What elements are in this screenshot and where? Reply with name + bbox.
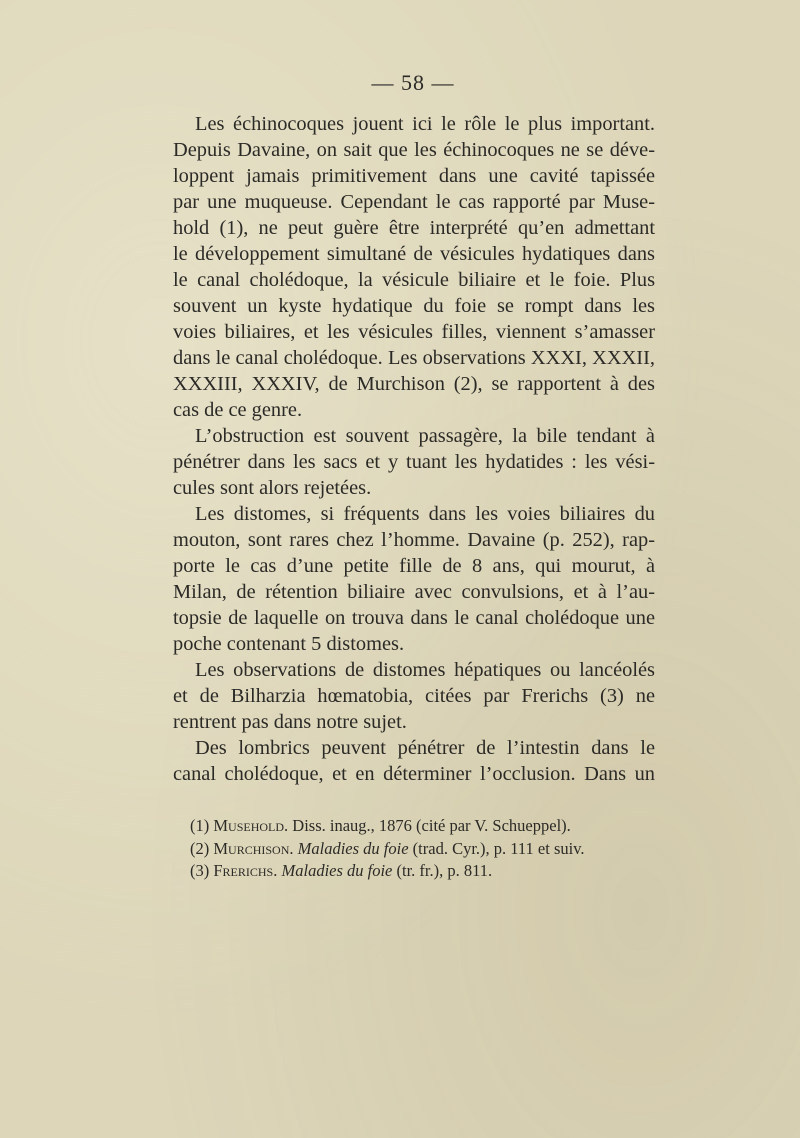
footnote-text: (trad. Cyr.), p. 111 et suiv. xyxy=(408,838,585,858)
footnote-title: Maladies du foie xyxy=(297,838,409,858)
footnote-title: Maladies du foie xyxy=(281,861,393,880)
footnote-author: Frerichs xyxy=(213,861,274,880)
footnote-text: . xyxy=(289,838,298,858)
body-text xyxy=(173,111,655,787)
text-line: XXXIII, XXXIV, de Murchison (2), se rapportent à des xyxy=(173,373,655,395)
text-line: Des lombrics peuvent pénétrer de l’intestin dans le xyxy=(195,737,655,759)
text-line: Les observations de distomes hépatiques ou lancéolés xyxy=(195,659,655,681)
footnote xyxy=(190,815,630,838)
text-line: dans le canal cholédoque. Les observations XXXI, XXXII, xyxy=(173,347,655,369)
text-line: topsie de laquelle on trouva dans le canal cholédoque une xyxy=(173,607,655,629)
text-line: poche contenant 5 distomes. xyxy=(173,633,405,655)
text-line: hold (1), ne peut guère être interprété qu’en admettant xyxy=(173,217,655,239)
text-line: Depuis Davaine, on sait que les échinocoques ne se déve- xyxy=(173,139,655,161)
text-line: canal cholédoque, et en déterminer l’occlusion. Dans un xyxy=(173,763,655,785)
footnote-text: . Diss. inaug., 1876 (cité par V. Schueppel). xyxy=(284,816,571,835)
text-line: Les échinocoques jouent ici le rôle le plus important. xyxy=(195,113,655,135)
text-line: rentrent pas dans notre sujet. xyxy=(173,711,407,733)
footnote xyxy=(190,860,630,883)
footnote-number: (2) xyxy=(190,838,210,858)
footnote-author: Murchison xyxy=(213,838,290,858)
text-line: souvent un kyste hydatique du foie se rompt dans les xyxy=(173,295,655,317)
text-line: le développement simultané de vésicules hydatiques dans xyxy=(173,243,655,265)
text-line: le canal cholédoque, la vésicule biliaire et le foie. Plus xyxy=(173,269,655,291)
text-line: loppent jamais primitivement dans une cavité tapissée xyxy=(173,165,655,187)
footnote-author: Musehold xyxy=(213,816,285,835)
text-line: mouton, sont rares chez l’homme. Davaine (p. 252), rap- xyxy=(173,529,655,551)
text-line: Les distomes, si fréquents dans les voies biliaires du xyxy=(195,503,655,525)
footnote-text: . xyxy=(273,861,282,880)
text-line: porte le cas d’une petite fille de 8 ans, qui mourut, à xyxy=(173,555,655,577)
text-line: pénétrer dans les sacs et y tuant les hydatides : les vési- xyxy=(173,451,655,473)
footnote-number: (1) xyxy=(190,816,210,835)
text-line: et de Bilharzia hœmatobia, citées par Frerichs (3) ne xyxy=(173,685,655,707)
text-line: Milan, de rétention biliaire avec convulsions, et à l’au- xyxy=(173,581,655,603)
page-number: — 58 — xyxy=(371,70,455,95)
footnote xyxy=(190,838,630,861)
text-line: L’obstruction est souvent passagère, la bile tendant à xyxy=(195,425,655,447)
footnotes xyxy=(190,815,630,883)
footnote-number: (3) xyxy=(190,861,210,880)
text-line: par une muqueuse. Cependant le cas rapporté par Muse- xyxy=(173,191,655,213)
text-line: voies biliaires, et les vésicules filles, viennent s’amasser xyxy=(173,321,655,343)
text-line: cas de ce genre. xyxy=(173,399,303,421)
text-line: cules sont alors rejetées. xyxy=(173,477,372,499)
footnote-text: (tr. fr.), p. 811. xyxy=(392,861,493,880)
